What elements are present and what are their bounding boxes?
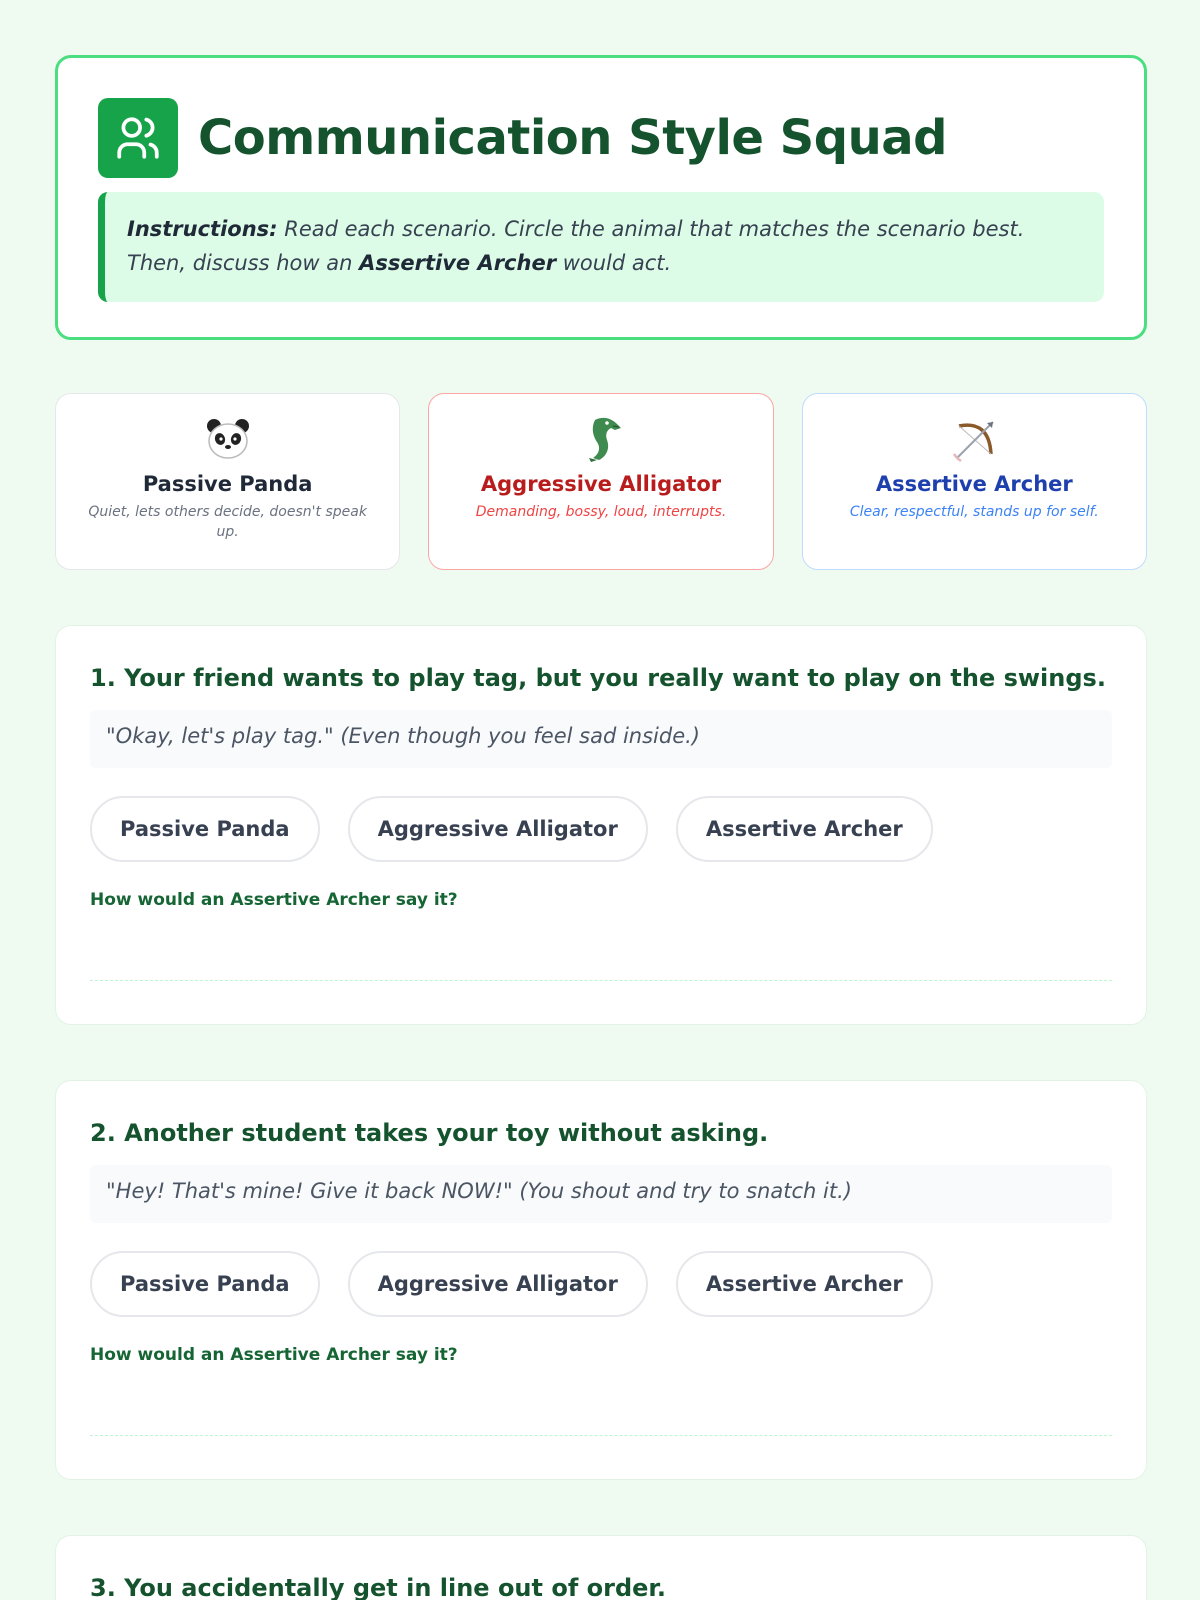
option-aggressive-alligator[interactable]: Aggressive Alligator — [348, 796, 648, 862]
legend-desc: Quiet, lets others decide, doesn't speak up. — [88, 504, 367, 540]
scenario-quote: "Hey! That's mine! Give it back NOW!" (You shout and try to snatch it.) — [90, 1165, 1112, 1223]
bow-and-arrow-icon — [803, 414, 1146, 464]
option-passive-panda[interactable]: Passive Panda — [90, 796, 320, 862]
legend-card-assertive-archer — [802, 393, 1147, 570]
option-aggressive-alligator[interactable]: Aggressive Alligator — [348, 1251, 648, 1317]
legend-card-passive-panda — [55, 393, 400, 570]
legend-desc: Clear, respectful, stands up for self. — [849, 504, 1099, 520]
answer-prompt: How would an Assertive Archer say it? — [90, 890, 458, 910]
legend-name: Aggressive Alligator — [480, 472, 722, 496]
option-assertive-archer[interactable]: Assertive Archer — [676, 796, 933, 862]
page-title: Communication Style Squad — [198, 110, 948, 166]
scenario-title: 1. Your friend wants to play tag, but you really want to play on the swings. — [90, 664, 1106, 692]
option-passive-panda[interactable]: Passive Panda — [90, 1251, 320, 1317]
instructions-text-1: Read each scenario. Circle the animal that matches the scenario best. Then, discuss how an — [127, 217, 1025, 275]
header-card — [55, 55, 1147, 340]
option-assertive-archer[interactable]: Assertive Archer — [676, 1251, 933, 1317]
legend-desc: Demanding, bossy, loud, interrupts. — [475, 504, 727, 520]
style-legend — [55, 393, 1147, 570]
title-row — [98, 98, 1104, 178]
answer-prompt: How would an Assertive Archer say it? — [90, 1345, 458, 1365]
scenario-card-3 — [55, 1535, 1147, 1600]
answer-line[interactable] — [90, 980, 1112, 981]
answer-options — [90, 1251, 1112, 1317]
legend-name: Passive Panda — [142, 472, 313, 496]
alligator-icon — [429, 414, 772, 464]
worksheet — [55, 55, 1147, 1600]
instructions-emphasis: Assertive Archer — [359, 251, 557, 275]
legend-card-aggressive-alligator — [428, 393, 773, 570]
legend-name: Assertive Archer — [875, 472, 1073, 496]
scenario-card-2 — [55, 1080, 1147, 1480]
panda-icon — [56, 414, 399, 464]
scenario-quote: "Okay, let's play tag." (Even though you feel sad inside.) — [90, 710, 1112, 768]
users-icon — [98, 98, 178, 178]
scenario-title: 2. Another student takes your toy without asking. — [90, 1119, 769, 1147]
instructions-label: Instructions: — [127, 217, 278, 241]
answer-line[interactable] — [90, 1435, 1112, 1436]
instructions-box — [98, 192, 1104, 302]
instructions-text-2: would act. — [556, 251, 672, 275]
scenario-title: 3. You accidentally get in line out of order. — [90, 1574, 666, 1600]
scenario-card-1 — [55, 625, 1147, 1025]
answer-options — [90, 796, 1112, 862]
